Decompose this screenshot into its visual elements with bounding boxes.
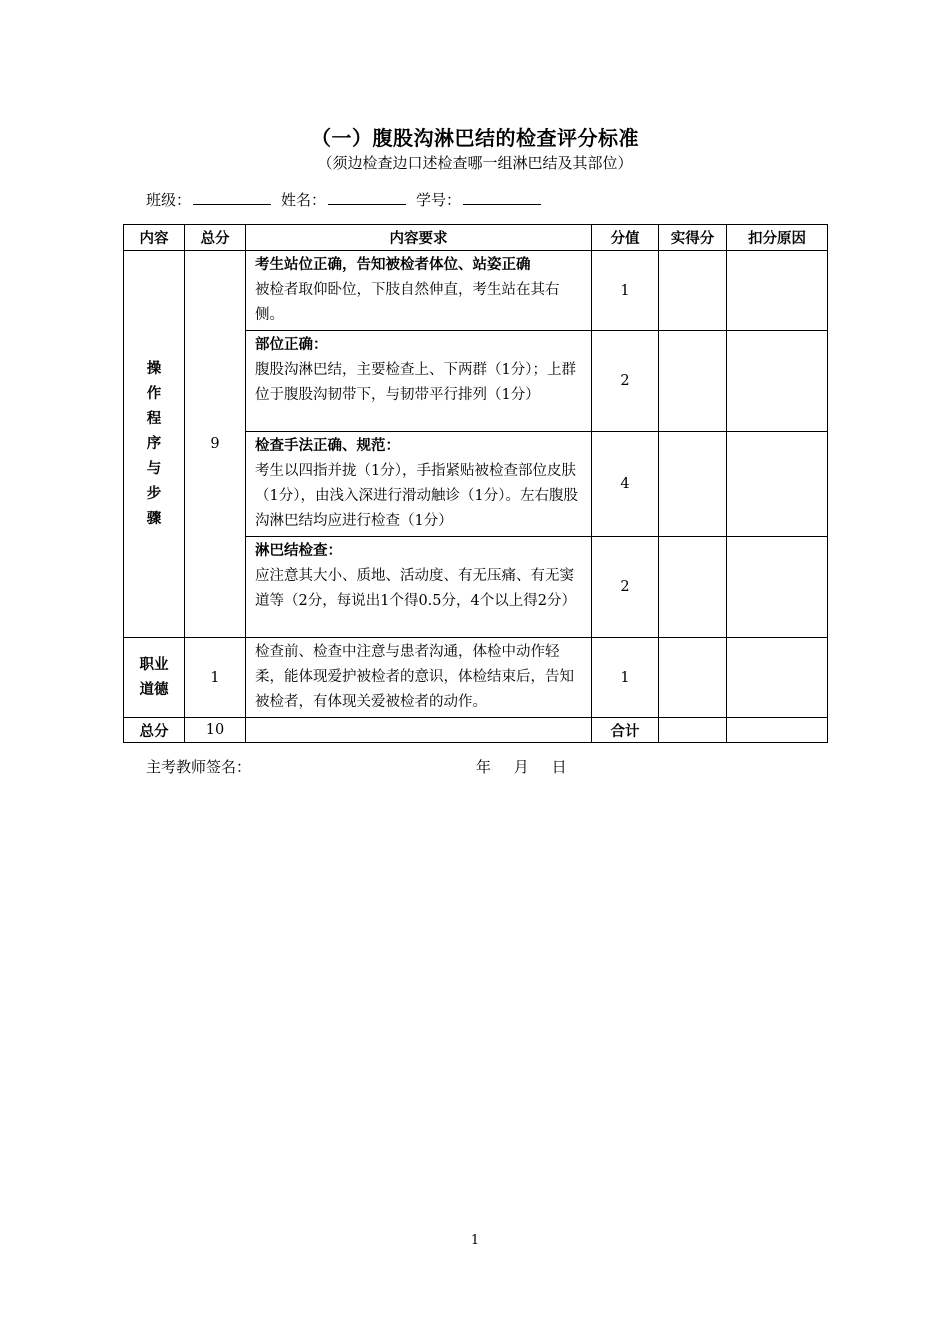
requirement-cell (246, 331, 592, 432)
sum-actual-cell (659, 718, 727, 743)
requirement-cell (246, 432, 592, 537)
document-title: （一）腹股沟淋巴结的检查评分标准 (311, 126, 639, 150)
sum-label: 合计 (592, 718, 659, 743)
scoring-table (123, 224, 828, 743)
student-info-row (146, 189, 551, 210)
total-value: 10 (185, 718, 246, 743)
table-row (124, 251, 828, 331)
student-id-label: 学号： (416, 191, 462, 209)
requirement-text: 应注意其大小、质地、活动度、有无压痛、有无窦道等（2分，每说出1个得0.5分，4个以上得2分） (255, 568, 576, 609)
deduction-reason-cell (727, 432, 828, 537)
points-cell: 4 (592, 432, 659, 537)
requirement-text: 考生以四指并拢（1分），手指紧贴被检查部位皮肤（1分），由浅入深进行滑动触诊（1分）。左右腹股沟淋巴结均应进行检查（1分） (255, 463, 578, 529)
section-label-char: 操 (146, 360, 162, 377)
section-label-char: 序 (146, 435, 162, 452)
points-cell: 2 (592, 331, 659, 432)
table-row (124, 638, 828, 718)
requirement-heading: 淋巴结检查： (255, 543, 342, 559)
section-total: 1 (185, 638, 246, 718)
section-label-char: 程 (146, 410, 162, 427)
points-cell: 1 (592, 251, 659, 331)
name-label: 姓名： (281, 191, 327, 209)
deduction-reason-cell (727, 537, 828, 638)
section-label-char: 与 (146, 460, 162, 477)
class-label: 班级： (146, 191, 192, 209)
document-subtitle: （须边检查边口述检查哪一组淋巴结及其部位） (317, 154, 633, 172)
student-id-blank (463, 190, 541, 205)
requirement-heading: 部位正确： (255, 337, 328, 353)
requirement-text: 检查前、检查中注意与患者沟通，体检中动作轻柔，能体现爱护被检者的意识，体检结束后，告知被检者，有体现关爱被检者的动作。 (255, 644, 574, 710)
header-total: 总分 (185, 225, 246, 251)
section-label-line: 道德 (139, 681, 169, 698)
page-number: 1 (470, 1233, 480, 1248)
requirement-cell (246, 638, 592, 718)
section-label-ethics (124, 638, 185, 718)
footer-empty-cell (246, 718, 592, 743)
section-label-char: 步 (146, 485, 162, 502)
section-label-char: 作 (146, 385, 162, 402)
deduction-reason-cell (727, 251, 828, 331)
requirement-cell (246, 251, 592, 331)
requirement-heading: 考生站位正确，告知被检者体位、站姿正确 (255, 257, 531, 273)
deduction-reason-cell (727, 638, 828, 718)
header-requirements: 内容要求 (246, 225, 592, 251)
sum-reason-cell (727, 718, 828, 743)
month-label: 月 (513, 758, 529, 776)
section-label-line: 职业 (139, 656, 169, 673)
section-label-char: 骤 (146, 510, 162, 527)
deduction-reason-cell (727, 331, 828, 432)
class-blank (193, 190, 271, 205)
header-points: 分值 (592, 225, 659, 251)
name-blank (328, 190, 406, 205)
day-label: 日 (551, 758, 567, 776)
requirement-heading: 检查手法正确、规范： (255, 438, 400, 454)
header-actual-score: 实得分 (659, 225, 727, 251)
actual-score-cell (659, 537, 727, 638)
section-label-procedure (124, 251, 185, 638)
signature-date (476, 756, 585, 777)
points-cell: 1 (592, 638, 659, 718)
table-header-row (124, 225, 828, 251)
requirement-text: 腹股沟淋巴结，主要检查上、下两群（1分）；上群位于腹股沟韧带下，与韧带平行排列（1分） (255, 362, 576, 403)
section-total: 9 (185, 251, 246, 638)
actual-score-cell (659, 251, 727, 331)
examiner-signature-label: 主考教师签名： (146, 758, 252, 776)
requirement-cell (246, 537, 592, 638)
requirement-text: 被检者取仰卧位，下肢自然伸直，考生站在其右侧。 (255, 282, 560, 323)
actual-score-cell (659, 638, 727, 718)
points-cell: 2 (592, 537, 659, 638)
total-label: 总分 (124, 718, 185, 743)
year-label: 年 (476, 758, 492, 776)
header-deduction-reason: 扣分原因 (727, 225, 828, 251)
actual-score-cell (659, 331, 727, 432)
table-footer-row (124, 718, 828, 743)
actual-score-cell (659, 432, 727, 537)
header-content: 内容 (124, 225, 185, 251)
